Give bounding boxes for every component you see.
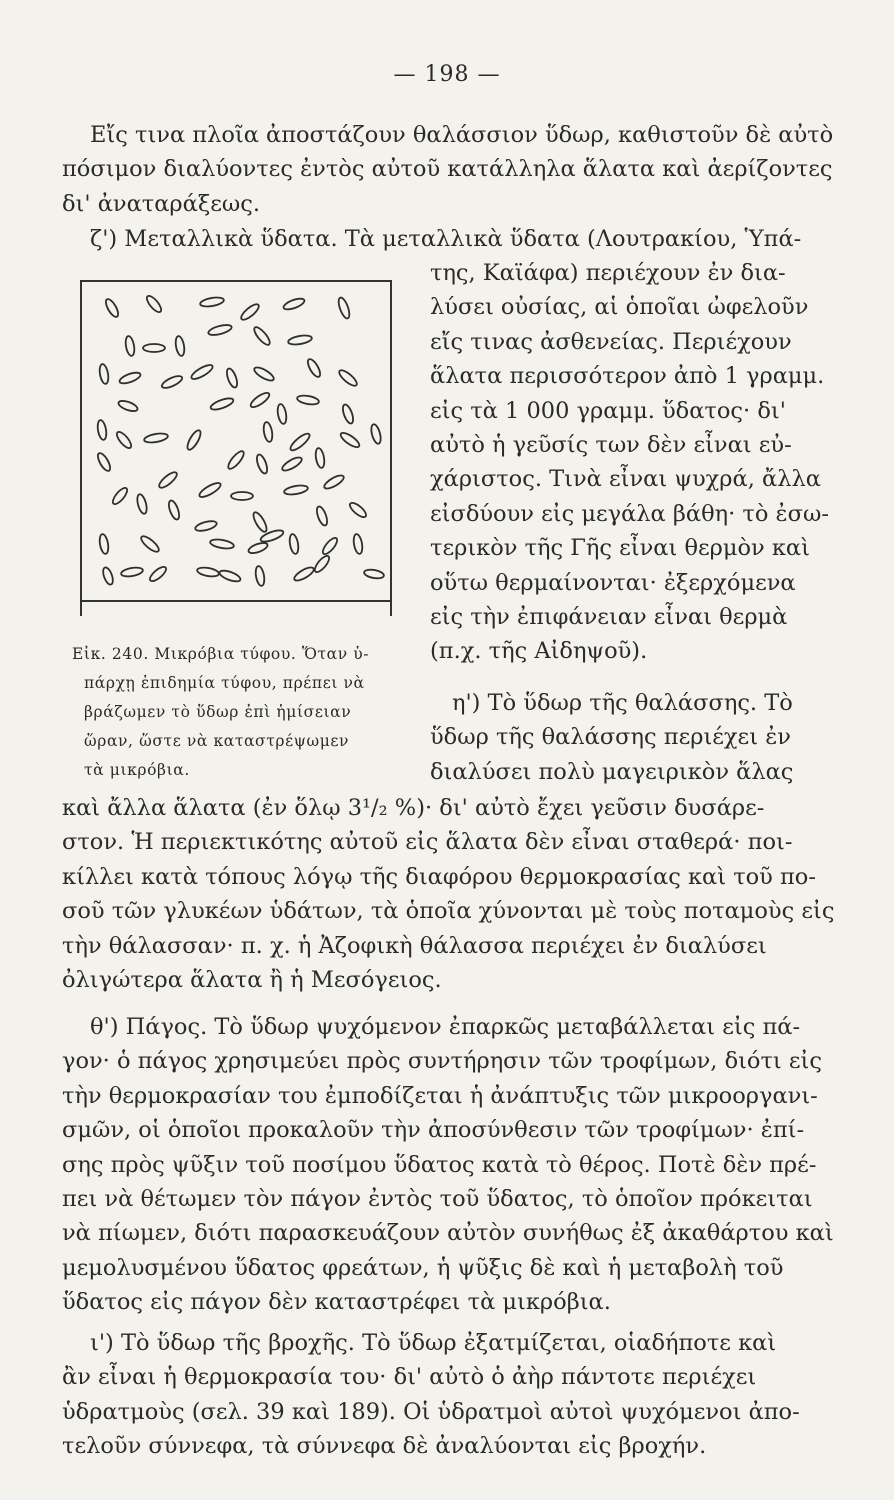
section-iota-paragraph xyxy=(62,1326,822,1464)
text-line: μεμολυσμένου ὕδατος φρεάτων, ἡ ψῦξις δὲ καὶ ἡ μεταβολὴ τοῦ xyxy=(62,1254,784,1281)
text-line: σμῶν, οἱ ὁποῖοι προκαλοῦν τὴν ἀποσύνθεσιν τῶν τροφίμων· ἐπί- xyxy=(62,1117,805,1144)
page-number: — 198 — xyxy=(393,62,501,87)
section-zeta-paragraph xyxy=(430,256,829,669)
caption-line: πάρχῃ ἐπιδημία τύφου, πρέπει νὰ xyxy=(84,674,365,692)
text-line: ὕδωρ τῆς θαλάσσης περιέχει ἐν xyxy=(430,724,791,751)
text-line: κίλλει κατὰ τόπους λόγῳ τῆς διαφόρου θερμοκρασίας καὶ τοῦ πο- xyxy=(62,863,816,890)
text-line: αὐτὸ ἡ γεῦσίς των δὲν εἶναι εὐ- xyxy=(430,432,792,459)
text-line: στον. Ἡ περιεκτικότης αὐτοῦ εἰς ἅλατα δὲν εἶναι σταθερά· ποι- xyxy=(62,829,793,856)
microbe-illustration xyxy=(82,282,390,600)
text-line: χάριστος. Τινὰ εἶναι ψυχρά, ἄλλα xyxy=(430,466,821,493)
caption-line: βράζωμεν τὸ ὕδωρ ἐπὶ ἡμίσειαν xyxy=(84,703,352,721)
text-line: νὰ πίωμεν, διότι παρασκευάζουν αὐτὸν συνήθως ἐξ ἀκαθάρτου καὶ xyxy=(62,1220,834,1247)
section-eta-column xyxy=(430,686,822,789)
text-line: σοῦ τῶν γλυκέων ὑδάτων, τὰ ὁποῖα χύνονται μὲ τοὺς ποταμοὺς εἰς xyxy=(62,898,835,925)
section-zeta-heading: ζ') Μεταλλικὰ ὕδατα. Τὰ μεταλλικὰ ὕδατα (Λουτρακίου, Ὑπά- xyxy=(90,226,802,252)
text-line: ὀλιγώτερα ἅλατα ἢ ἡ Μεσόγειος. xyxy=(62,967,442,994)
section-theta-paragraph xyxy=(62,1010,834,1320)
text-line: (π.χ. τῆς Αἰδηψοῦ). xyxy=(430,638,648,665)
caption-line: Εἰκ. 240. Μικρόβια τύφου. Ὅταν ὑ- xyxy=(72,645,370,663)
text-line: η') Τὸ ὕδωρ τῆς θαλάσσης. Τὸ xyxy=(452,690,793,716)
text-line: καὶ ἄλλα ἅλατα (ἐν ὅλῳ 3¹/₂ %)· δι' αὐτὸ ἔχει γεῦσιν δυσάρε- xyxy=(62,795,765,821)
text-line: ὑδρατμοὺς (σελ. 39 καὶ 189). Οἱ ὑδρατμοὶ αὐτοὶ ψυχόμενοι ἀπο- xyxy=(62,1398,800,1425)
text-line: λύσει οὐσίας, αἱ ὁποῖαι ὠφελοῦν xyxy=(430,294,809,321)
text-line: δι' ἀναταράξεως. xyxy=(62,190,260,217)
text-line: ἂν εἶναι ἡ θερμοκρασία του· δι' αὐτὸ ὁ ἀὴρ πάντοτε περιέχει xyxy=(62,1364,757,1391)
text-line: ὕδατος εἰς πάγον δὲν καταστρέφει τὰ μικρόβια. xyxy=(62,1289,611,1316)
text-line: διαλύσει πολὺ μαγειρικὸν ἅλας xyxy=(430,758,794,785)
text-line: της, Καϊάφα) περιέχουν ἐν δια- xyxy=(430,260,786,286)
text-line: τερικὸν τῆς Γῆς εἶναι θερμὸν καὶ xyxy=(430,535,810,562)
figure-stand xyxy=(80,602,392,616)
typhoid-microbes-figure xyxy=(80,280,392,602)
text-line: Εἴς τινα πλοῖα ἀποστάζουν θαλάσσιον ὕδωρ, καθιστοῦν δὲ αὐτὸ xyxy=(90,122,834,148)
text-line: σης πρὸς ψῦξιν τοῦ ποσίμου ὕδατος κατὰ τὸ θέρος. Ποτὲ δὲν πρέ- xyxy=(62,1151,817,1178)
text-line: ἅλατα περισσότερον ἀπὸ 1 γραμμ. xyxy=(430,363,825,390)
caption-line: τὰ μικρόβια. xyxy=(84,761,190,779)
text-line: πόσιμον διαλύοντες ἐντὸς αὐτοῦ κατάλληλα ἅλατα καὶ ἀερίζοντες xyxy=(62,156,833,183)
text-line: εἰσδύουν εἰς μεγάλα βάθη· τὸ ἐσω- xyxy=(430,500,829,527)
intro-paragraph xyxy=(62,118,834,221)
text-line: εἴς τινας ἀσθενείας. Περιέχουν xyxy=(430,328,792,355)
text-line: θ') Πάγος. Τὸ ὕδωρ ψυχόμενον ἐπαρκῶς μεταβάλλεται εἰς πά- xyxy=(90,1014,801,1040)
text-line: πει νὰ θέτωμεν τὸν πάγον ἐντὸς τοῦ ὕδατος, τὸ ὁποῖον πρόκειται xyxy=(62,1186,813,1213)
text-line: εἰς τὴν ἐπιφάνειαν εἶναι θερμὰ xyxy=(430,604,788,631)
section-eta-paragraph xyxy=(62,791,835,997)
text-line: οὕτω θερμαίνονται· ἐξερχόμενα xyxy=(430,569,796,596)
figure-caption xyxy=(72,640,412,785)
text-line: τὴν θερμοκρασίαν του ἐμποδίζεται ἡ ἀνάπτυξις τῶν μικροοργανι- xyxy=(62,1082,818,1109)
text-line: γον· ὁ πάγος χρησιμεύει πρὸς συντήρησιν τῶν τροφίμων, διότι εἰς xyxy=(62,1048,822,1075)
caption-line: ὥραν, ὥστε νὰ καταστρέψωμεν xyxy=(84,732,350,750)
text-line: τὴν θάλασσαν· π. χ. ἡ Ἀζοφικὴ θάλασσα περιέχει ἐν διαλύσει xyxy=(62,932,767,959)
text-line: τελοῦν σύννεφα, τὰ σύννεφα δὲ ἀναλύονται εἰς βροχήν. xyxy=(62,1433,707,1460)
text-line: εἰς τὰ 1 000 γραμμ. ὕδατος· δι' xyxy=(430,397,786,424)
text-line: ι') Τὸ ὕδωρ τῆς βροχῆς. Τὸ ὕδωρ ἐξατμίζεται, οἱαδήποτε καὶ xyxy=(90,1330,777,1356)
